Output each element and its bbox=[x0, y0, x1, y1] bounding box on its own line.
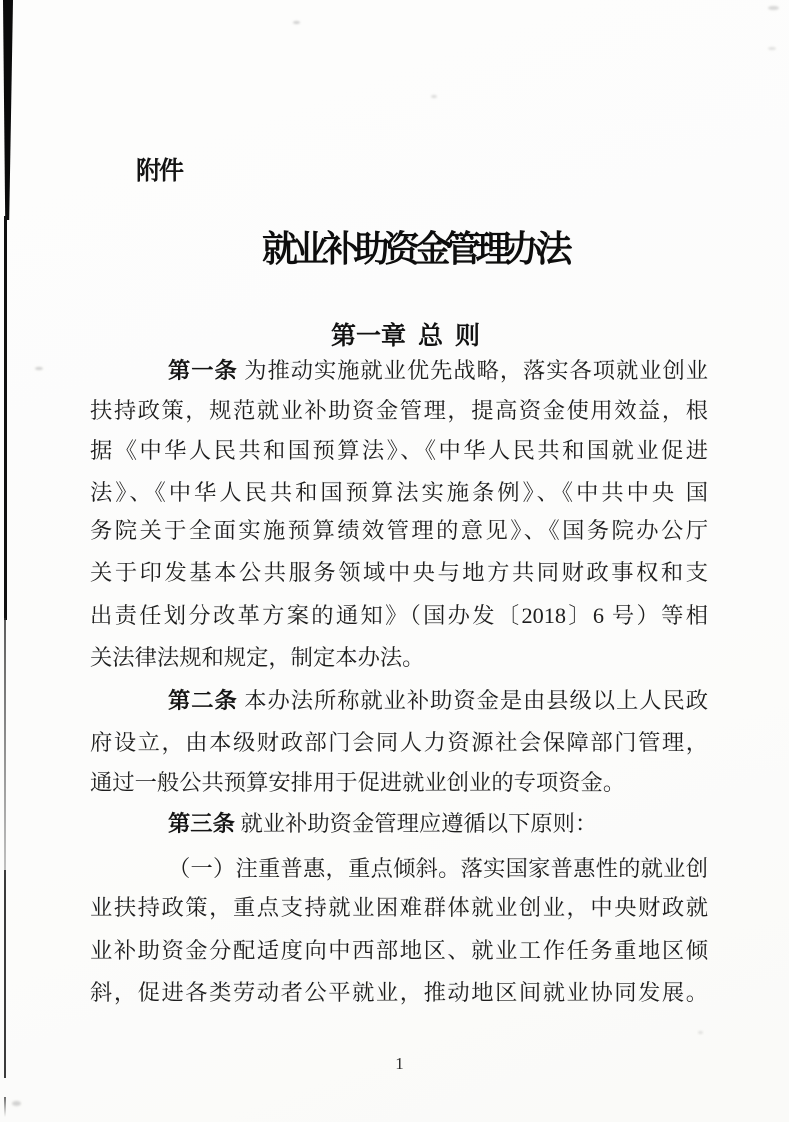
scan-smudge bbox=[431, 95, 437, 98]
scan-smudge bbox=[35, 367, 43, 370]
scan-smudge bbox=[293, 21, 300, 24]
body-line: （一）注重普惠，重点倾斜。落实国家普惠性的就业创 bbox=[168, 856, 708, 881]
body-line: 关于印发基本公共服务领域中央与地方共同财政事权和支 bbox=[90, 560, 708, 585]
body-line: 法》、《中华人民共和国预算法实施条例》、《中共中央 国 bbox=[90, 480, 708, 505]
attachment-label: 附件 bbox=[136, 157, 183, 185]
body-line: 出责任划分改革方案的通知》（国办发〔2018〕6 号）等相 bbox=[90, 603, 708, 628]
body-line: 第一条 为推动实施就业优先战略，落实各项就业创业 bbox=[168, 358, 708, 383]
document-title: 就业补助资金管理办法 bbox=[261, 229, 567, 269]
scan-smudge bbox=[768, 6, 779, 10]
body-line: 第二条 本办法所称就业补助资金是由县级以上人民政 bbox=[168, 688, 708, 713]
body-line: 据《中华人民共和国预算法》、《中华人民共和国就业促进 bbox=[90, 438, 708, 463]
scan-edge-artifact bbox=[4, 870, 6, 1078]
article-number-label: 第三条 bbox=[168, 811, 235, 836]
page-number: 1 bbox=[395, 1054, 404, 1073]
chapter-heading: 第一章 总 则 bbox=[331, 322, 480, 350]
scan-edge-artifact bbox=[4, 1097, 6, 1117]
scan-edge-artifact bbox=[4, 618, 6, 872]
body-line: 府设立，由本级财政部门会同人力资源社会保障部门管理， bbox=[90, 730, 708, 755]
body-line: 斜，促进各类劳动者公平就业，推动地区间就业协同发展。 bbox=[90, 980, 708, 1005]
body-line: 务院关于全面实施预算绩效管理的意见》、《国务院办公厅 bbox=[90, 518, 708, 543]
scan-smudge bbox=[698, 1031, 703, 1034]
scan-smudge bbox=[12, 1101, 21, 1106]
scan-smudge bbox=[768, 47, 776, 50]
body-line: 业扶持政策，重点支持就业困难群体就业创业，中央财政就 bbox=[90, 895, 708, 920]
article-number-label: 第一条 bbox=[168, 358, 238, 383]
body-line: 扶持政策，规范就业补助资金管理，提高资金使用效益，根 bbox=[90, 398, 708, 423]
article-number-label: 第二条 bbox=[168, 688, 238, 713]
body-line: 关法律法规和规定，制定本办法。 bbox=[90, 645, 425, 670]
body-line: 通过一般公共预算安排用于促进就业创业的专项资金。 bbox=[90, 770, 626, 795]
body-line: 业补助资金分配适度向中西部地区、就业工作任务重地区倾 bbox=[90, 938, 708, 963]
scan-edge-artifact bbox=[4, 216, 7, 620]
body-line: 第三条 就业补助资金管理应遵循以下原则： bbox=[168, 811, 598, 836]
scan-edge-artifact bbox=[3, 0, 13, 220]
